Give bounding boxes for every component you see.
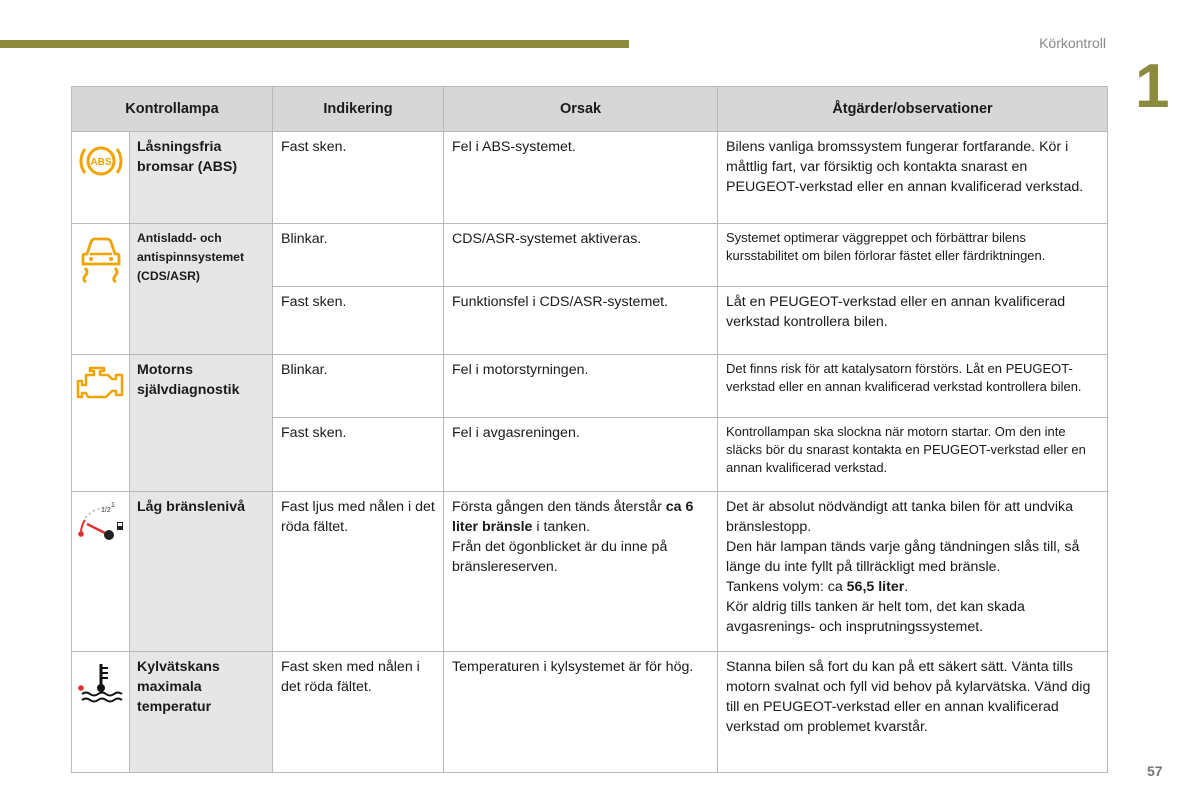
action-cell: Låt en PEUGEOT-verkstad eller en annan kvalificerad verkstad kontrollera bilen. — [718, 287, 1108, 355]
action-cell: Stanna bilen så fort du kan på ett säkert sätt. Vänta tills motorn svalnat och fyll vid behov på kylarvätska. Vänd dig till en PEUGEOT-verkstad eller en annan kvalificerad verkstad om problemet kvarstår. — [718, 652, 1108, 773]
cause-text: Första gången den tänds återstår — [452, 499, 666, 515]
warning-lights-table — [71, 86, 1108, 773]
coolant-temperature-icon — [72, 652, 130, 773]
chapter-number: 1 — [1135, 52, 1170, 121]
warning-light-name: Antisladd- och antispinnsystemet (CDS/ASR) — [130, 224, 273, 355]
indication-cell: Fast sken. — [273, 132, 444, 224]
action-text: Den här lampan tänds varje gång tändningen slås till, så länge du inte fyllt på tillräckligt med bränsle. — [726, 539, 1080, 575]
cause-cell: Temperaturen i kylsystemet är för hög. — [444, 652, 718, 773]
warning-light-name: Kylvätskans maximala temperatur — [130, 652, 273, 773]
warning-light-name: Låg bränslenivå — [130, 492, 273, 652]
indication-cell: Fast sken med nålen i det röda fältet. — [273, 652, 444, 773]
table-row — [72, 132, 1108, 224]
table-row — [72, 492, 1108, 652]
table-row — [72, 355, 1108, 418]
table-row — [72, 652, 1108, 773]
tank-volume: 56,5 liter — [846, 579, 905, 595]
action-text: Tankens volym: ca — [726, 579, 847, 595]
action-cell: Det finns risk för att katalysatorn förstörs. Låt en PEUGEOT-verkstad eller en annan kvalificerad verkstad kontrollera bilen. — [718, 355, 1108, 418]
cause-cell — [444, 492, 718, 652]
abs-warning-icon — [72, 132, 130, 224]
cause-fuel-amount: ca 6 liter bränsle — [452, 499, 694, 535]
table-header-row — [72, 87, 1108, 132]
indication-cell: Blinkar. — [273, 355, 444, 418]
header-accent-bar — [0, 40, 629, 48]
indication-cell: Fast sken. — [273, 287, 444, 355]
skid-control-icon — [72, 224, 130, 355]
action-text: . — [904, 579, 909, 595]
action-cell — [718, 492, 1108, 652]
indication-cell: Blinkar. — [273, 224, 444, 287]
cause-cell: Fel i motorstyrningen. — [444, 355, 718, 418]
column-header-warning-light: Kontrollampa — [72, 87, 273, 132]
column-header-action: Åtgärder/observationer — [718, 87, 1108, 132]
svg-text:ABS: ABS — [89, 157, 112, 168]
gauge-mark-full: 1 — [110, 502, 115, 509]
indication-cell: Fast sken. — [273, 418, 444, 492]
gauge-mark-half: 1/2 — [100, 507, 111, 514]
fuel-gauge-icon — [72, 492, 130, 652]
action-cell: Systemet optimerar väggreppet och förbättrar bilens kursstabilitet om bilen förlorar fästet eller färdriktningen. — [718, 224, 1108, 287]
engine-icon — [72, 355, 130, 492]
action-text: Kör aldrig tills tanken är helt tom, det kan skada avgasrenings- och insprutningssystemet. — [726, 599, 1025, 635]
cause-cell: Fel i avgasreningen. — [444, 418, 718, 492]
cause-cell: CDS/ASR-systemet aktiveras. — [444, 224, 718, 287]
action-cell: Bilens vanliga bromssystem fungerar fortfarande. Kör i måttlig fart, var försiktig och kontakta snarast en PEUGEOT-verkstad eller en annan kvalificerad verkstad. — [718, 132, 1108, 224]
warning-light-name: Motorns självdiagnostik — [130, 355, 273, 492]
section-title: Körkontroll — [1039, 35, 1106, 51]
cause-cell: Fel i ABS-systemet. — [444, 132, 718, 224]
action-text: Det är absolut nödvändigt att tanka bilen för att undvika bränslestopp. — [726, 499, 1074, 535]
page-number: 57 — [1147, 763, 1163, 779]
cause-text: i tanken. — [532, 519, 591, 535]
cause-text: Från det ögonblicket är du inne på bränslereserven. — [452, 539, 668, 575]
indication-cell: Fast ljus med nålen i det röda fältet. — [273, 492, 444, 652]
table-row — [72, 224, 1108, 287]
cause-cell: Funktionsfel i CDS/ASR-systemet. — [444, 287, 718, 355]
column-header-indication: Indikering — [273, 87, 444, 132]
column-header-cause: Orsak — [444, 87, 718, 132]
warning-light-name: Låsningsfria bromsar (ABS) — [130, 132, 273, 224]
action-cell: Kontrollampan ska slockna när motorn startar. Om den inte släcks bör du snarast kontakta en PEUGEOT-verkstad eller en annan kvalificerad verkstad. — [718, 418, 1108, 492]
